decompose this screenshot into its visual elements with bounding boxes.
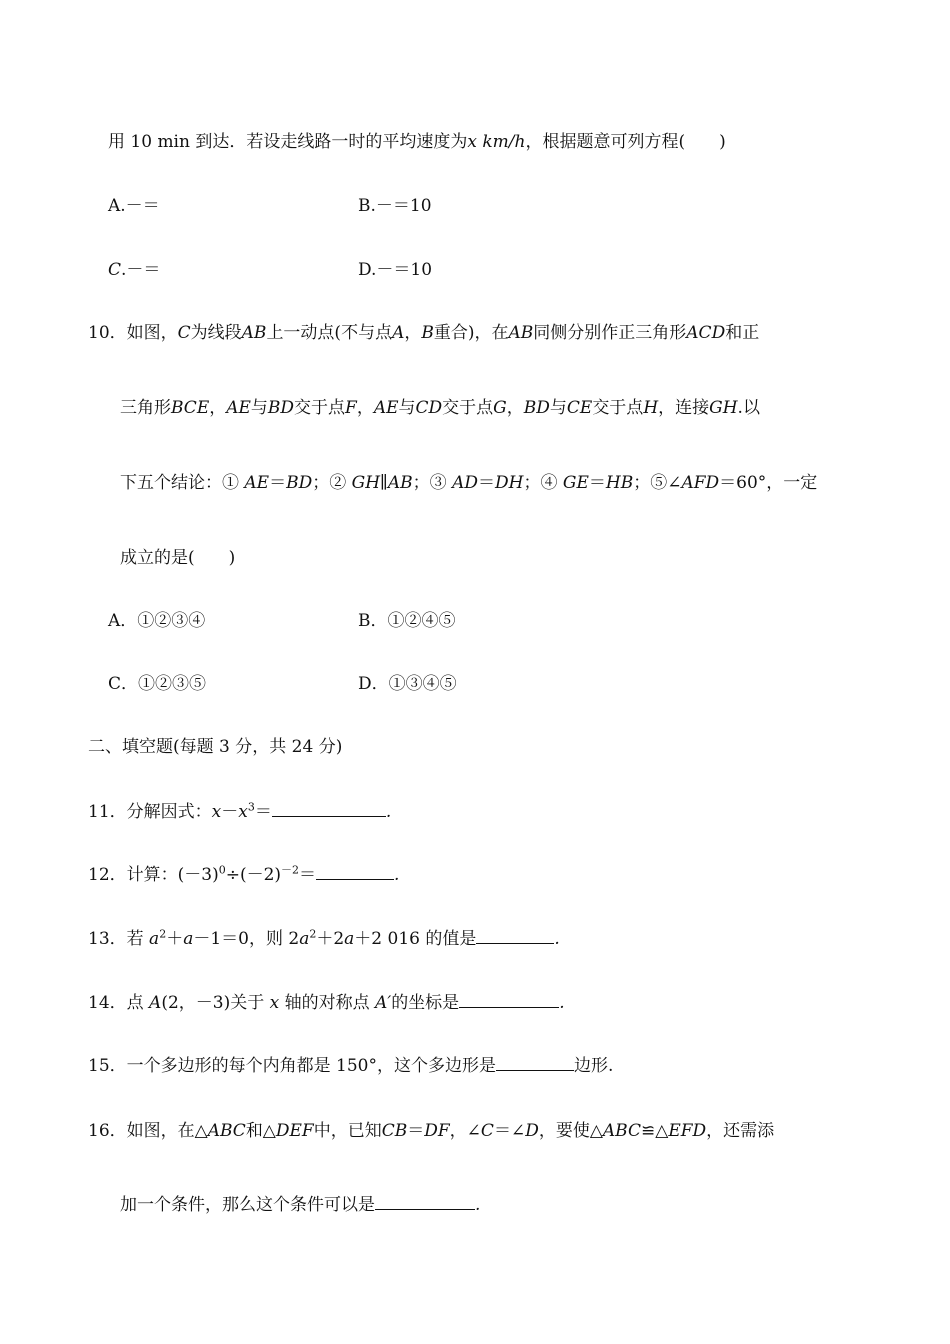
- q9-option-c-text: .－＝: [121, 260, 161, 280]
- q9-option-b: [358, 194, 432, 218]
- q10-text: ＝: [588, 473, 606, 493]
- q10-var: GE: [562, 473, 589, 493]
- q10-text: 交于点: [294, 398, 346, 418]
- q16-text: .: [475, 1195, 481, 1215]
- q10-var: BCE: [171, 398, 210, 418]
- q14-text: 的坐标是: [391, 993, 460, 1013]
- q10-text: 下五个结论：①: [120, 473, 245, 493]
- q13-answer-blank[interactable]: [476, 927, 554, 944]
- q10-line-4: [120, 546, 235, 570]
- q10-option-c-text: C．①②③⑤: [108, 674, 207, 694]
- q12-exponent: 0: [218, 863, 226, 877]
- q9-option-a: [108, 194, 160, 218]
- q11-var: x: [211, 802, 222, 822]
- q12-text: 12．计算：(－3): [88, 865, 219, 885]
- q10-var: AE: [244, 473, 270, 493]
- q10-var: AB: [387, 473, 413, 493]
- q10-text: 交于点: [442, 398, 494, 418]
- q15: [88, 1054, 613, 1078]
- q10-var: G: [493, 398, 507, 418]
- q13-text: ＋2 016 的值是: [354, 929, 477, 949]
- q10-text: 与: [250, 398, 268, 418]
- q10-line-1: [88, 321, 759, 345]
- q14-text: 轴的对称点: [279, 993, 376, 1013]
- q13-var: a: [183, 929, 194, 949]
- q9-option-d-text: D.－＝10: [358, 260, 433, 280]
- q14-text: .: [559, 993, 565, 1013]
- q10-var: BD: [523, 398, 550, 418]
- q10-option-c: [108, 672, 206, 696]
- q12-text: ＝: [299, 865, 317, 885]
- q10-var: CD: [415, 398, 443, 418]
- q10-text: ；③: [412, 473, 453, 493]
- q10-text: ；④: [523, 473, 563, 493]
- q12: [88, 863, 399, 887]
- q13-text: .: [554, 929, 560, 949]
- q14: [88, 991, 565, 1015]
- q10-var: DH: [495, 473, 524, 493]
- q9-option-b-text: B.－＝10: [358, 196, 432, 216]
- q16-text: 加一个条件，那么这个条件可以是: [120, 1195, 375, 1215]
- q16-text: 和△: [245, 1121, 276, 1141]
- q10-option-d-text: D．①③④⑤: [358, 674, 457, 694]
- q10-text: ∥: [380, 473, 388, 493]
- q14-var: A′: [375, 993, 392, 1013]
- q10-var: BD: [286, 473, 313, 493]
- q10-text: 与: [549, 398, 567, 418]
- q10-var: BD: [267, 398, 295, 418]
- q10-text: ，连接: [658, 398, 710, 418]
- q10-option-a-text: A．①②③④: [108, 611, 206, 631]
- q13-exponent: 2: [309, 927, 317, 941]
- q10-var: H: [643, 398, 659, 418]
- q10-var: AE: [226, 398, 251, 418]
- q14-text: (2，－3)关于: [161, 993, 270, 1013]
- q16-line-1: [88, 1119, 774, 1143]
- q10-var: A: [392, 323, 405, 343]
- q10-var: CE: [566, 398, 593, 418]
- q14-var: x: [269, 993, 280, 1013]
- q10-text: 交于点: [592, 398, 644, 418]
- q11-text: .: [385, 802, 392, 822]
- q10-text: 上一动点(不与点: [266, 323, 393, 343]
- q10-text: 重合)，在: [433, 323, 509, 343]
- q10-var: C: [177, 323, 191, 343]
- q10-text: .以: [737, 398, 760, 418]
- section-heading: [88, 735, 342, 759]
- q9-text-b: ，根据题意可列方程( ): [525, 132, 726, 152]
- q11-text: 11．分解因式：: [88, 802, 212, 822]
- q10-text: 为线段: [190, 323, 242, 343]
- q9-var-x: x: [467, 132, 477, 152]
- q10-var: AE: [373, 398, 399, 418]
- q16-line-2: [120, 1193, 480, 1217]
- q11: [88, 800, 391, 824]
- q14-var: A: [149, 993, 162, 1013]
- q9-continuation: [108, 130, 726, 154]
- q13-text: 13．若: [88, 929, 150, 949]
- section-heading-text: 二、填空题(每题 3 分，共 24 分): [88, 737, 343, 757]
- q13: [88, 927, 560, 951]
- q15-text: 15．一个多边形的每个内角都是 150°，这个多边形是: [88, 1056, 496, 1076]
- q14-text: 14．点: [88, 993, 150, 1013]
- q10-var: AB: [508, 323, 534, 343]
- q12-exponent: －2: [281, 863, 300, 877]
- q16-text: ，∠: [449, 1121, 481, 1141]
- q11-var: x: [238, 802, 248, 822]
- q13-var: a: [299, 929, 310, 949]
- q11-text: ＝: [254, 802, 272, 822]
- q12-answer-blank[interactable]: [316, 863, 394, 880]
- q10-text: ；②: [312, 473, 352, 493]
- q10-text: 和正: [725, 323, 760, 343]
- q16-var: CB: [381, 1121, 408, 1141]
- q10-option-d: [358, 672, 457, 696]
- q10-var: AFD: [681, 473, 720, 493]
- q10-text: ＝: [269, 473, 287, 493]
- q11-text: －: [221, 802, 239, 822]
- q10-text: 成立的是( ): [120, 548, 236, 568]
- q9-unit: km/h: [482, 132, 526, 152]
- q10-var: GH: [351, 473, 381, 493]
- q10-line-3: [120, 471, 817, 495]
- q10-var: ACD: [686, 323, 726, 343]
- q13-text: ＋2: [316, 929, 345, 949]
- q16-var: ABC: [207, 1121, 246, 1141]
- q9-text-a: 用 10 min 到达．若设走线路一时的平均速度为: [108, 132, 468, 152]
- q10-line-2: [120, 396, 760, 420]
- q10-text: ，: [506, 398, 524, 418]
- q13-text: －1＝0，则 2: [193, 929, 300, 949]
- q10-text: 10．如图，: [88, 323, 178, 343]
- q15-text: 边形.: [573, 1056, 614, 1076]
- q10-text: 三角形: [120, 398, 171, 418]
- q10-text: ，: [209, 398, 227, 418]
- q10-text: ＝: [478, 473, 495, 493]
- q14-answer-blank[interactable]: [459, 991, 559, 1008]
- q10-var: GH: [709, 398, 738, 418]
- q16-text: ，还需添: [706, 1121, 775, 1141]
- q16-text: 中，已知: [313, 1121, 382, 1141]
- q10-var: F: [345, 398, 357, 418]
- q11-exponent: 3: [247, 800, 255, 814]
- q10-option-b-text: B．①②④⑤: [358, 611, 456, 631]
- q10-text: ，: [404, 323, 422, 343]
- q16-text: ，要使△: [538, 1121, 603, 1141]
- q10-var: B: [421, 323, 434, 343]
- q9-option-c: [108, 258, 160, 282]
- q13-var: a: [344, 929, 355, 949]
- q16-var: C: [480, 1121, 494, 1141]
- q10-text: ；⑤∠: [633, 473, 682, 493]
- q16-answer-blank[interactable]: [375, 1193, 475, 1210]
- q12-text: .: [394, 865, 400, 885]
- q16-text: ≌: [641, 1121, 656, 1141]
- q10-text: ，: [356, 398, 374, 418]
- q16-var: ABC: [602, 1121, 641, 1141]
- q16-text: ＝: [407, 1121, 425, 1141]
- q16-text: 16．如图，在△: [88, 1121, 208, 1141]
- q16-var: D: [525, 1121, 539, 1141]
- q16-var: DEF: [275, 1121, 314, 1141]
- q13-text: ＋: [166, 929, 184, 949]
- q13-var: a: [149, 929, 160, 949]
- q10-option-a: [108, 609, 205, 633]
- q10-var: AB: [241, 323, 267, 343]
- q16-text: ＝∠: [493, 1121, 526, 1141]
- q10-var: AD: [452, 473, 478, 493]
- q11-answer-blank[interactable]: [272, 800, 386, 817]
- q12-text: ÷(－2): [225, 865, 282, 885]
- q10-text: ＝60°，一定: [719, 473, 818, 493]
- q10-option-b: [358, 609, 456, 633]
- q16-text: △: [655, 1121, 669, 1141]
- q9-option-a-text: A.－＝: [108, 196, 160, 216]
- q10-var: HB: [605, 473, 634, 493]
- q15-answer-blank[interactable]: [496, 1054, 574, 1071]
- q13-exponent: 2: [159, 927, 167, 941]
- q16-var: EFD: [668, 1121, 707, 1141]
- q9-option-d: [358, 258, 432, 282]
- q10-text: 与: [398, 398, 416, 418]
- q10-text: 同侧分别作正三角形: [533, 323, 687, 343]
- q9-option-c-letter: C: [108, 260, 122, 280]
- q16-var: DF: [424, 1121, 450, 1141]
